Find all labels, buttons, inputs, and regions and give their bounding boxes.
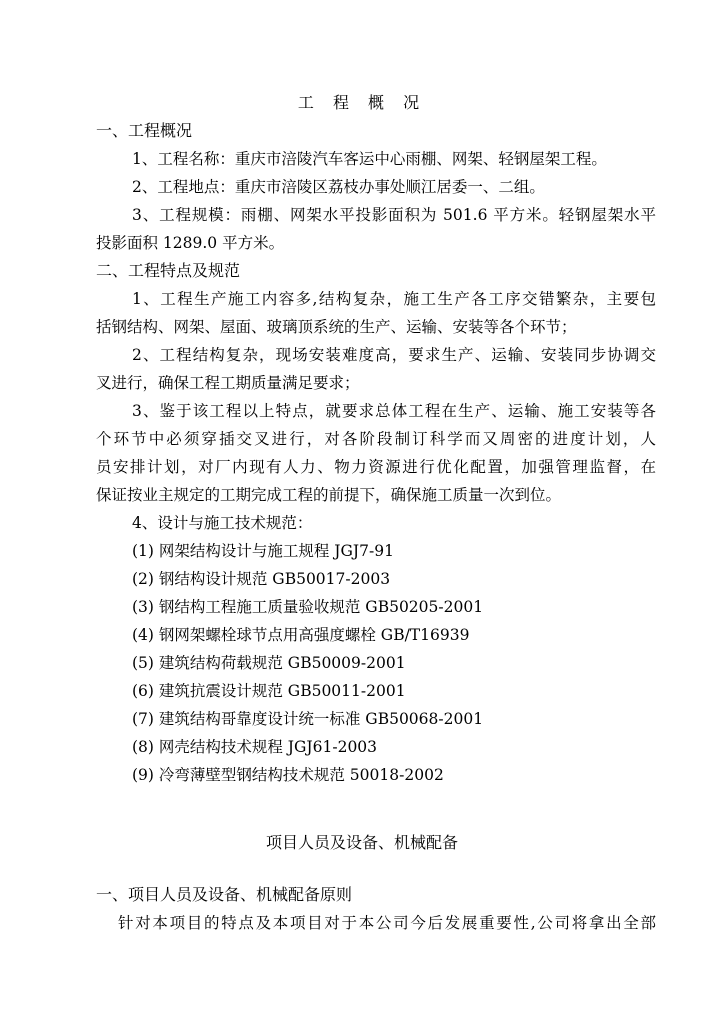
paragraph3-line3: 员安排计划，对厂内现有人力、物力资源进行优化配置，加强管理监督，在 xyxy=(96,458,656,476)
item-project-scale-line2: 投影面积 1289.0 平方米。 xyxy=(96,234,285,252)
paragraph3-line2: 个环节中必须穿插交叉进行，对各阶段制订科学而又周密的进度计划，人 xyxy=(96,430,656,448)
section-title-personnel-equipment: 项目人员及设备、机械配备 xyxy=(265,833,458,852)
standard-item: (5) 建筑结构荷载规范 GB50009-2001 xyxy=(132,654,406,672)
item-project-name: 1、工程名称：重庆市涪陵汽车客运中心雨棚、网架、轻钢屋架工程。 xyxy=(132,150,607,168)
heading-features-and-standards: 二、工程特点及规范 xyxy=(96,261,241,280)
paragraph2-line2: 叉进行，确保工程工期质量满足要求； xyxy=(96,374,360,392)
standard-item: (2) 钢结构设计规范 GB50017-2003 xyxy=(132,570,391,588)
standard-item: (1) 网架结构设计与施工规程 JGJ7-91 xyxy=(132,542,394,560)
standard-item: (3) 钢结构工程施工质量验收规范 GB50205-2001 xyxy=(132,598,484,616)
section-title-project-overview: 工 程 概 况 xyxy=(297,93,427,112)
personnel-paragraph-line1: 针对本项目的特点及本项目对于本公司今后发展重要性,公司将拿出全部 xyxy=(118,914,656,932)
item-project-scale-line1: 3、工程规模：雨棚、网架水平投影面积为 501.6 平方米。轻钢屋架水平 xyxy=(132,206,656,224)
standard-item: (7) 建筑结构哥靠度设计统一标准 GB50068-2001 xyxy=(132,710,484,728)
standard-item: (4) 钢网架螺栓球节点用高强度螺栓 GB/T16939 xyxy=(132,626,470,644)
standards-intro: 4、设计与施工技术规范： xyxy=(132,514,313,532)
heading-project-overview: 一、工程概况 xyxy=(96,121,193,140)
paragraph1-line1: 1、工程生产施工内容多,结构复杂，施工生产各工序交错繁杂，主要包 xyxy=(132,290,656,308)
paragraph1-line2: 括钢结构、网架、屋面、玻璃顶系统的生产、运输、安装等各个环节； xyxy=(96,318,577,336)
item-project-location: 2、工程地点：重庆市涪陵区荔枝办事处顺江居委一、二组。 xyxy=(132,178,545,196)
standard-item: (9) 冷弯薄壁型钢结构技术规范 50018-2002 xyxy=(132,766,444,784)
heading-personnel-principles: 一、项目人员及设备、机械配备原则 xyxy=(96,885,353,904)
paragraph3-line1: 3、鉴于该工程以上特点，就要求总体工程在生产、运输、施工安装等各 xyxy=(132,402,656,420)
standard-item: (6) 建筑抗震设计规范 GB50011-2001 xyxy=(132,682,406,700)
standard-item: (8) 网壳结构技术规程 JGJ61-2003 xyxy=(132,738,378,756)
paragraph3-line4: 保证按业主规定的工期完成工程的前提下，确保施工质量一次到位。 xyxy=(96,486,562,504)
paragraph2-line1: 2、工程结构复杂，现场安装难度高，要求生产、运输、安装同步协调交 xyxy=(132,346,656,364)
